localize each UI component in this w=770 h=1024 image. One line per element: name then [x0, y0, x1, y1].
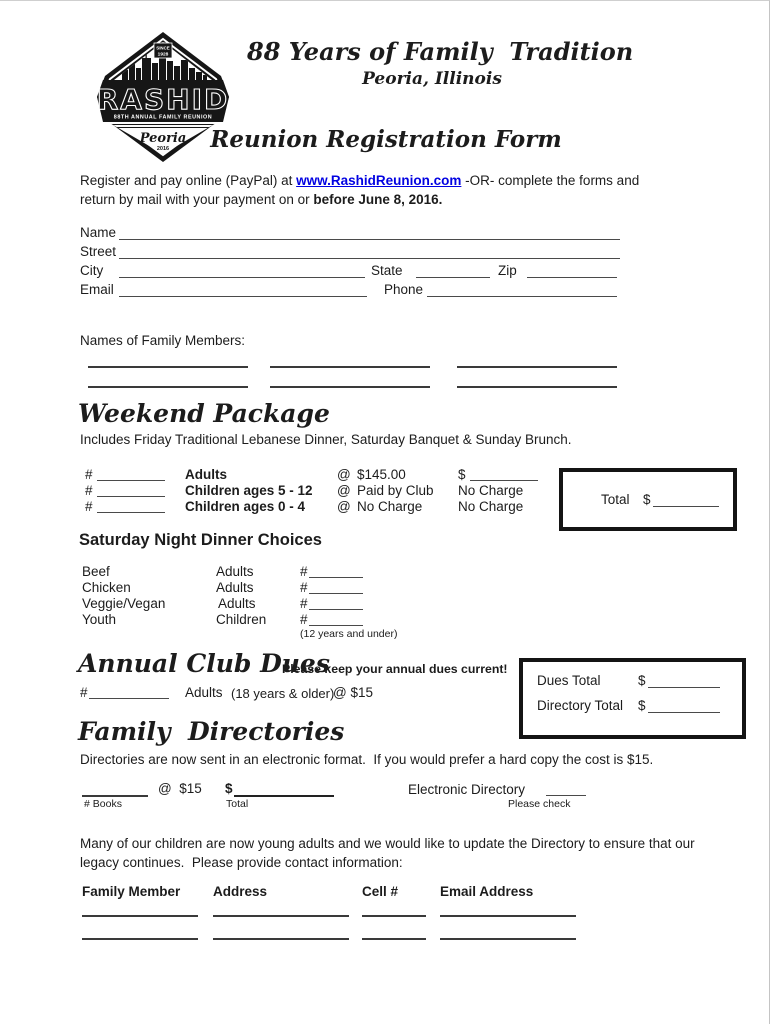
books-total-label: Total — [226, 798, 249, 810]
dues-adults-label: Adults — [185, 685, 223, 700]
email-label: Email — [80, 282, 114, 297]
dinner-qty-line-veggie[interactable] — [309, 609, 363, 610]
table-row2-family-member-line[interactable] — [82, 938, 198, 940]
dinner-qty-line-beef[interactable] — [309, 577, 363, 578]
year-label: 2016 — [156, 146, 170, 152]
dinner-choice-youth: Youth — [82, 612, 117, 627]
package-amount-line-adults[interactable] — [470, 480, 538, 481]
peoria-script: Peoria — [139, 131, 187, 146]
dues-totals-box — [519, 658, 746, 739]
dinner-group-veggie: Adults — [218, 596, 256, 611]
package-amount-children-0-4: No Charge — [458, 499, 524, 514]
weekend-package-description: Includes Friday Traditional Lebanese Dinner, Saturday Banquet & Sunday Brunch. — [80, 432, 572, 447]
directory-total-line[interactable] — [648, 712, 720, 713]
city-field-line[interactable] — [119, 277, 365, 278]
package-at-1: @ — [337, 467, 351, 482]
dinner-group-beef: Adults — [216, 564, 254, 579]
phone-label: Phone — [384, 282, 424, 297]
dues-heading: Annual Club Dues — [78, 649, 330, 678]
electronic-directory-label: Electronic Directory — [408, 782, 526, 797]
svg-text:1928: 1928 — [157, 52, 169, 58]
weekend-total-box — [559, 468, 737, 531]
deadline-text: before June 8, 2016. — [313, 192, 443, 207]
dues-age-note: (18 years & older) — [231, 686, 335, 701]
intro-text-post: -OR- complete the forms and — [461, 173, 640, 188]
package-qty-line-adults[interactable] — [97, 480, 165, 481]
family-member-line-1[interactable] — [88, 366, 248, 368]
family-member-line-3[interactable] — [457, 366, 617, 368]
directory-total-label: Directory Total — [537, 698, 624, 713]
dinner-choice-veggie: Veggie/Vegan — [82, 596, 166, 611]
books-qty-line[interactable] — [82, 795, 148, 797]
package-amount-currency: $ — [458, 467, 466, 482]
table-row1-family-member-line[interactable] — [82, 915, 198, 917]
state-field-line[interactable] — [416, 277, 490, 278]
package-label-children-0-4: Children ages 0 - 4 — [185, 499, 306, 514]
dinner-qty-line-chicken[interactable] — [309, 593, 363, 594]
dinner-qty-hash-chicken: # — [300, 580, 308, 595]
package-at-2: @ — [337, 483, 351, 498]
family-member-line-5[interactable] — [270, 386, 430, 388]
directory-total-currency: $ — [638, 698, 646, 713]
intro-text-pre: Register and pay online (PayPal) at — [80, 173, 297, 188]
family-member-line-2[interactable] — [270, 366, 430, 368]
weekend-total-line[interactable] — [653, 506, 719, 507]
since-1928-label — [154, 43, 172, 58]
table-row1-address-line[interactable] — [213, 915, 349, 917]
dinner-qty-hash-beef: # — [300, 564, 308, 579]
intro-line-2 — [80, 192, 442, 207]
dinner-heading: Saturday Night Dinner Choices — [79, 531, 322, 549]
package-label-children-5-12: Children ages 5 - 12 — [185, 483, 313, 498]
state-label: State — [371, 263, 403, 278]
directory-update-note-line-2: legacy continues. Please provide contact information: — [80, 855, 403, 870]
package-rate-children-5-12: Paid by Club — [357, 483, 434, 498]
total-currency: $ — [643, 492, 651, 507]
dues-total-currency: $ — [638, 673, 646, 688]
package-rate-adults: $145.00 — [357, 467, 406, 482]
package-qty-hash-adults: # — [85, 467, 93, 482]
intro-text-2: return by mail with your payment on or — [80, 192, 314, 207]
package-label-adults: Adults — [185, 467, 227, 482]
family-member-line-6[interactable] — [457, 386, 617, 388]
name-label: Name — [80, 225, 117, 240]
zip-field-line[interactable] — [527, 277, 617, 278]
dues-total-line[interactable] — [648, 687, 720, 688]
table-header-email: Email Address — [440, 884, 534, 899]
page-subtitle: Peoria, Illinois — [362, 69, 502, 89]
package-qty-line-children-0-4[interactable] — [97, 512, 165, 513]
form-title: Reunion Registration Form — [210, 126, 562, 153]
street-field-line[interactable] — [119, 258, 620, 259]
page-title: 88 Years of Family Tradition — [247, 37, 634, 66]
table-row2-email-line[interactable] — [440, 938, 576, 940]
email-field-line[interactable] — [119, 296, 367, 297]
package-amount-children-5-12: No Charge — [458, 483, 524, 498]
dues-qty-hash: # — [80, 685, 88, 700]
dinner-qty-line-youth[interactable] — [309, 625, 363, 626]
dues-rate: @ $15 — [333, 685, 373, 700]
dinner-qty-hash-veggie: # — [300, 596, 308, 611]
dues-qty-line[interactable] — [89, 698, 169, 699]
total-label: Total — [601, 492, 630, 507]
table-row1-cell-line[interactable] — [362, 915, 426, 917]
reunion-banner-text: 88TH ANNUAL FAMILY REUNION — [113, 114, 213, 121]
electronic-directory-check-line[interactable] — [546, 795, 586, 796]
name-field-line[interactable] — [119, 239, 620, 240]
dues-total-label: Dues Total — [537, 673, 601, 688]
package-rate-children-0-4: No Charge — [357, 499, 423, 514]
dues-reminder: Please keep your annual dues current! — [282, 662, 508, 676]
table-row2-cell-line[interactable] — [362, 938, 426, 940]
dinner-choice-beef: Beef — [82, 564, 110, 579]
package-qty-line-children-5-12[interactable] — [97, 496, 165, 497]
table-row2-address-line[interactable] — [213, 938, 349, 940]
weekend-package-heading: Weekend Package — [78, 399, 330, 428]
please-check-label: Please check — [508, 798, 571, 810]
package-qty-hash-children-5-12: # — [85, 483, 93, 498]
package-at-3: @ — [337, 499, 351, 514]
rashid-wordmark: RASHID — [96, 83, 230, 116]
books-total-currency: $ — [225, 781, 233, 796]
family-members-label: Names of Family Members: — [80, 333, 246, 348]
dinner-choice-chicken: Chicken — [82, 580, 131, 595]
street-label: Street — [80, 244, 117, 259]
family-member-line-4[interactable] — [88, 386, 248, 388]
phone-field-line[interactable] — [427, 296, 617, 297]
table-header-address: Address — [213, 884, 268, 899]
table-row1-email-line[interactable] — [440, 915, 576, 917]
directory-update-note-line-1: Many of our children are now young adults and we would like to update the Directory to ensure that our — [80, 836, 695, 851]
table-header-cell: Cell # — [362, 884, 399, 899]
intro-line-1 — [80, 173, 639, 188]
svg-text:SINCE: SINCE — [156, 45, 170, 51]
directories-heading: Family Directories — [78, 717, 345, 746]
city-label: City — [80, 263, 104, 278]
dinner-age-note: (12 years and under) — [300, 628, 398, 640]
directories-description: Directories are now sent in an electronic format. If you would prefer a hard copy the cost is $15. — [80, 752, 654, 767]
books-label: # Books — [84, 798, 122, 810]
books-rate: @ $15 — [158, 781, 202, 796]
reunion-website-link[interactable]: www.RashidReunion.com — [296, 173, 462, 188]
books-total-line[interactable] — [234, 795, 334, 797]
zip-label: Zip — [498, 263, 517, 278]
table-header-family-member: Family Member — [82, 884, 181, 899]
package-qty-hash-children-0-4: # — [85, 499, 93, 514]
dinner-group-chicken: Adults — [216, 580, 254, 595]
dinner-qty-hash-youth: # — [300, 612, 308, 627]
dinner-group-youth: Children — [216, 612, 267, 627]
